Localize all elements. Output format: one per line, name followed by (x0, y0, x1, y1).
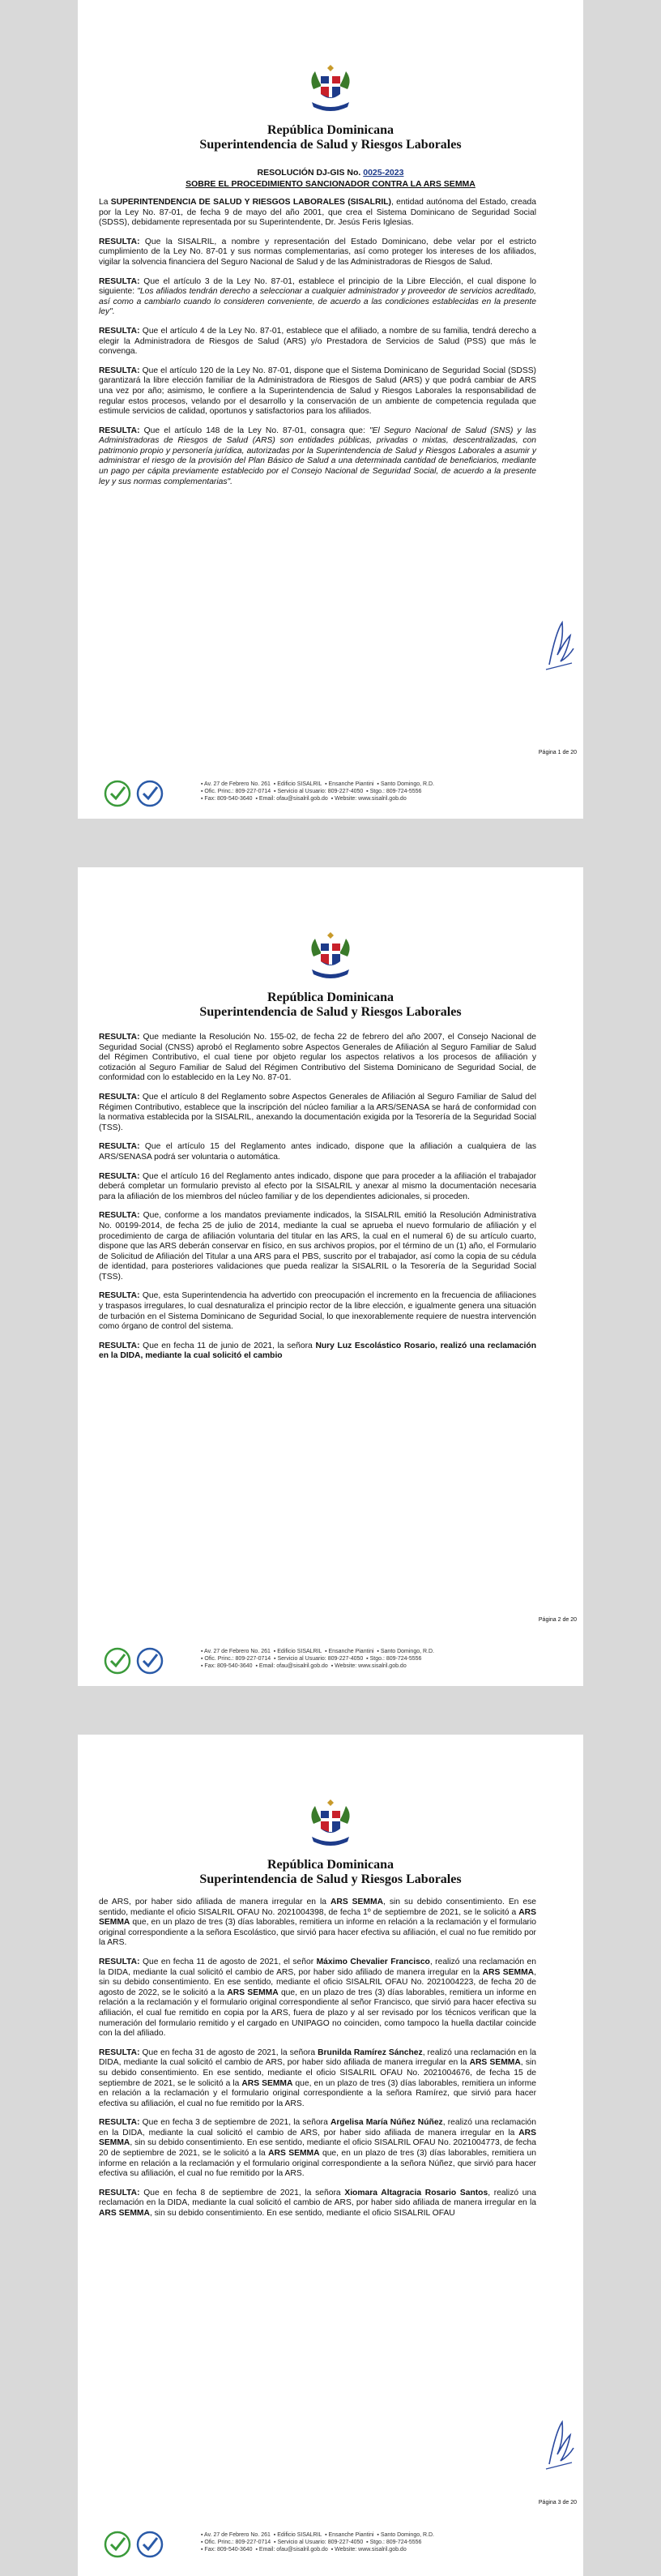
page-number: Página 3 de 20 (538, 2500, 577, 2505)
certification-logos-icon (104, 1647, 168, 1675)
agency-heading: Superintendencia de Salud y Riesgos Laborales (199, 138, 462, 152)
coat-of-arms-icon (307, 65, 354, 115)
paragraph: RESULTA: Que en fecha 11 de junio de 2021, la señora Nury Luz Escolástico Rosario, realizó una reclamación en la DIDA, mediante la cual solicitó el cambio (99, 1341, 536, 1361)
paragraph: RESULTA: Que el artículo 3 de la Ley No. 87-01, establece el principio de la Libre Elección, el cual dispone lo siguiente: "Los afiliados tendrán derecho a seleccionar a cualquier administrador y proveedor de servicios acreditado, así como a cambiarlo cuando lo consideren conveniente, de acuerdo a las condiciones establecidas en la presente ley". (99, 276, 536, 317)
paragraph: RESULTA: Que el artículo 15 del Reglamento antes indicado, dispone que la afiliación a cualquiera de las ARS/SENASA podrá ser voluntaria o automática. (99, 1142, 536, 1162)
footer-contact: ▪ Av. 27 de Febrero No. 261 ▪ Edificio SISALRIL ▪ Ensanche Piantini ▪ Santo Domingo, R.D. ▪ Ofic. Princ.: 809-227-0714 ▪ Servicio al Usuario: 809-227-4050 ▪ Stgo.: 809-724-5556 ▪ Fax: 809-540-3640 ▪ Email: ofau@sisalril.gob.do ▪ Website: www.sisalril.gob.do (201, 781, 435, 802)
certification-logos-icon (104, 2531, 168, 2558)
country-heading: República Dominicana (267, 1858, 394, 1872)
resolution-subject: SOBRE EL PROCEDIMIENTO SANCIONADOR CONTRA LA ARS SEMMA (186, 179, 475, 189)
paragraph: RESULTA: Que en fecha 31 de agosto de 2021, la señora Brunilda Ramírez Sánchez, realizó una reclamación en la DIDA, mediante la cual solicitó el cambio de ARS, por haber sido afiliada de manera irregular en la ARS SEMMA, sin su debido consentimiento. En ese sentido, mediante el oficio SISALRIL OFAU No. 2021004676, de fecha 15 de septiembre de 2021, se le solicitó a la ARS SEMMA que, en un plazo de tres (3) días laborables, remitiera un informe en relación a la reclamación y el formulario original correspondiente a la señora Ramírez, que sirvió para hacer efectiva su afiliación, el cual no fue remitido por la ARS. (99, 2048, 536, 2108)
country-heading: República Dominicana (267, 123, 394, 137)
paragraph: RESULTA: Que el artículo 120 de la Ley No. 87-01, dispone que el Sistema Dominicano de Seguridad Social (SDSS) garantizará la libre elección familiar de la Administradora de Riesgos de Salud (ARS) y que podrá cambiar de ARS una vez por año; asimismo, le confiere a la Superintendencia de Salud y Riesgos Laborales la responsabilidad de regular estos procesos, velando por el desarrollo y la conservación de un ambiente de competencia regulada que estimule servicios de calidad, oportunos y satisfactorios para los afiliados. (99, 366, 536, 417)
paragraph: RESULTA: Que mediante la Resolución No. 155-02, de fecha 22 de febrero del año 2007, el Consejo Nacional de Seguridad Social (CNSS) aprobó el Reglamento sobre Aspectos Generales de Afiliación al Seguro Familiar de Salud del Régimen Contributivo, el cual tiene por objeto regular los aspectos relativos a los procesos de afiliación y cotización al Seguro Familiar de Salud del Régimen Contributivo del Sistema Dominicano de Seguridad Social, de conformidad con lo establecido en la Ley No. 87-01. (99, 1033, 536, 1083)
agency-heading: Superintendencia de Salud y Riesgos Laborales (199, 1005, 462, 1019)
paragraph: RESULTA: Que, conforme a los mandatos previamente indicados, la SISALRIL emitió la Resolución Administrativa No. 00199-2014, de fecha 25 de julio de 2014, mediante la cual se aprueba el nuevo formulario de afiliación y el procedimiento de carga de afiliación voluntaria del titular en las ARS, la cual en el numeral 6) de su artículo cuarto, dispone que las ARS deberán conservar en físico, en sus archivos propios, por el término de un (1) año, el Formulario de Solicitud de Afiliación del Titular a una ARS para el PBS, suscrito por el trabajador, así como la copia de su cédula de identidad, para posteriores validaciones que pueda realizar la SISALRIL o la Tesorería de la Seguridad Social (TSS). (99, 1211, 536, 1282)
document-page-1 (78, 0, 583, 819)
page-2-body (99, 1033, 536, 1371)
page-number: Página 2 de 20 (538, 1617, 577, 1623)
certification-logos-icon (104, 780, 168, 807)
paragraph: RESULTA: Que, esta Superintendencia ha advertido con preocupación el incremento en la frecuencia de afiliaciones y traspasos irregulares, lo cual desnaturaliza el principio rector de la libre elección, e igualmente genera una situación de turbación en el Sistema Dominicano de Seguridad Social, lo que inexorablemente requiere de nuestra intervención como órgano de control del sistema. (99, 1291, 536, 1332)
paragraph: RESULTA: Que el artículo 16 del Reglamento antes indicado, dispone que para proceder a la afiliación el trabajador deberá completar un formulario previsto al efecto por la SISALRIL y anexar al mismo la documentación necesaria para la afiliación de los miembros del núcleo familiar y de los dependientes adicionales, si proceden. (99, 1171, 536, 1201)
resolution-number-value: 0025-2023 (363, 168, 404, 178)
page-footer (99, 1645, 552, 1678)
signature-initials (541, 616, 578, 674)
coat-of-arms-icon (307, 1799, 354, 1850)
paragraph: RESULTA: Que la SISALRIL, a nombre y representación del Estado Dominicano, debe velar por el estricto cumplimiento de la Ley No. 87-01 y sus normas complementarias, así como proteger los intereses de los afiliados, vigilar la solvencia financiera del Seguro Nacional de Salud y de las Administradoras de Riesgos de Salud. (99, 237, 536, 267)
paragraph: RESULTA: Que el artículo 8 del Reglamento sobre Aspectos Generales de Afiliación al Seguro Familiar de Salud del Régimen Contributivo, establece que la inscripción del núcleo familiar a la ARS/SENASA se hará de conformidad con la normativa establecida por la SISALRIL, anexando la documentación exigida por la Tesorería de la Seguridad Social (TSS). (99, 1092, 536, 1132)
page-footer (99, 2529, 552, 2561)
footer-contact: ▪ Av. 27 de Febrero No. 261 ▪ Edificio SISALRIL ▪ Ensanche Piantini ▪ Santo Domingo, R.D. ▪ Ofic. Princ.: 809-227-0714 ▪ Servicio al Usuario: 809-227-4050 ▪ Stgo.: 809-724-5556 ▪ Fax: 809-540-3640 ▪ Email: ofau@sisalril.gob.do ▪ Website: www.sisalril.gob.do (201, 2532, 435, 2552)
paragraph: de ARS, por haber sido afiliada de manera irregular en la ARS SEMMA, sin su debido consentimiento. En ese sentido, mediante el oficio SISALRIL OFAU No. 2021004398, de fecha 1º de septiembre de 2021, se le solicitó a ARS SEMMA que, en un plazo de tres (3) días laborables, remitiera un informe en relación a la reclamación y el formulario original correspondiente a la señora Escolástico, que sirvió para hacer efectiva su afiliación, el cual no fue remitido por la ARS. (99, 1898, 536, 1948)
country-heading: República Dominicana (267, 991, 394, 1004)
footer-contact: ▪ Av. 27 de Febrero No. 261 ▪ Edificio SISALRIL ▪ Ensanche Piantini ▪ Santo Domingo, R.D. ▪ Ofic. Princ.: 809-227-0714 ▪ Servicio al Usuario: 809-227-4050 ▪ Stgo.: 809-724-5556 ▪ Fax: 809-540-3640 ▪ Email: ofau@sisalril.gob.do ▪ Website: www.sisalril.gob.do (201, 1649, 435, 1669)
page-3-body (99, 1898, 536, 2228)
document-page-2 (78, 867, 583, 1686)
paragraph: RESULTA: Que el artículo 148 de la Ley No. 87-01, consagra que: "El Seguro Nacional de Salud (SNS) y las Administradoras de Riesgos de Salud (ARS) son entidades públicas, privadas o mixtas, descentralizadas, con patrimonio propio y personería jurídica, autorizadas por la Superintendencia de Salud y Riesgos Laborales a asumir y administrar el riesgo de la provisión del Plan Básico de Salud a una determinada cantidad de beneficiarios, mediante un pago per cápita previamente establecido por el Consejo Nacional de Seguridad Social, de acuerdo a la presente ley y sus normas complementarias". (99, 426, 536, 486)
paragraph: RESULTA: Que el artículo 4 de la Ley No. 87-01, establece que el afiliado, a nombre de su familia, tendrá derecho a elegir la Administradora de Riesgos de Salud (ARS) y/o Prestadora de Servicios de Salud (PSS) que más le convenga. (99, 326, 536, 357)
paragraph: RESULTA: Que en fecha 11 de agosto de 2021, el señor Máximo Chevalier Francisco, realizó una reclamación en la DIDA, mediante la cual solicitó el cambio de ARS, por haber sido afiliado de manera irregular en la ARS SEMMA, sin su debido consentimiento. En ese sentido, mediante el oficio SISALRIL OFAU No. 2021004223, de fecha 20 de agosto de 2022, se le solicitó a la ARS SEMMA que, en un plazo de tres (3) días laborables, remitiera un informe en relación a la reclamación y el formulario original correspondiente al señor Francisco, que sirvió para hacer efectiva su afiliación, el cual fue remitido en copia por la ARS, fuera de plazo y al ser revisado por los técnicos verifican que la numeración del formulario remitido y el cargado en UNIPAGO no coinciden, como tampoco la huella dactilar coincide con la del afiliado. (99, 1957, 536, 2039)
paragraph: RESULTA: Que en fecha 8 de septiembre de 2021, la señora Xiomara Altagracia Rosario Santos, realizó una reclamación en la DIDA, mediante la cual solicitó el cambio de ARS, por haber sido afiliada de manera irregular en la ARS SEMMA, sin su debido consentimiento. En ese sentido, mediante el oficio SISALRIL OFAU (99, 2188, 536, 2219)
page-footer (99, 778, 552, 811)
document-page-3 (78, 1735, 583, 2576)
agency-heading: Superintendencia de Salud y Riesgos Laborales (199, 1872, 462, 1886)
page-1-body (99, 198, 536, 496)
signature-initials (541, 2416, 578, 2474)
page-number: Página 1 de 20 (538, 750, 577, 755)
paragraph: RESULTA: Que en fecha 3 de septiembre de 2021, la señora Argelisa María Núñez Núñez, realizó una reclamación en la DIDA, mediante la cual solicitó el cambio de ARS, por haber sido afiliada de manera irregular en la ARS SEMMA, sin su debido consentimiento. En ese sentido, mediante el oficio SISALRIL OFAU No. 2021004773, de fecha 20 de septiembre de 2021, se le solicitó a la ARS SEMMA que, en un plazo de tres (3) días laborables, remitiera un informe en relación a la reclamación y el formulario original correspondiente a la señora Núñez, que sirvió para hacer efectiva su afiliación, el cual no fue remitido por la ARS. (99, 2118, 537, 2179)
paragraph: La SUPERINTENDENCIA DE SALUD Y RIESGOS LABORALES (SISALRIL), entidad autónoma del Estado, creada por la Ley No. 87-01, de fecha 9 de mayo del año 2001, que crea el Sistema Dominicano de Seguridad Social (SDSS), debidamente representada por su Superintendente, Dr. Jesús Feris Iglesias. (99, 198, 536, 228)
resolution-number: RESOLUCIÓN DJ-GIS No. 0025-2023 (257, 168, 404, 178)
coat-of-arms-icon (307, 932, 354, 982)
